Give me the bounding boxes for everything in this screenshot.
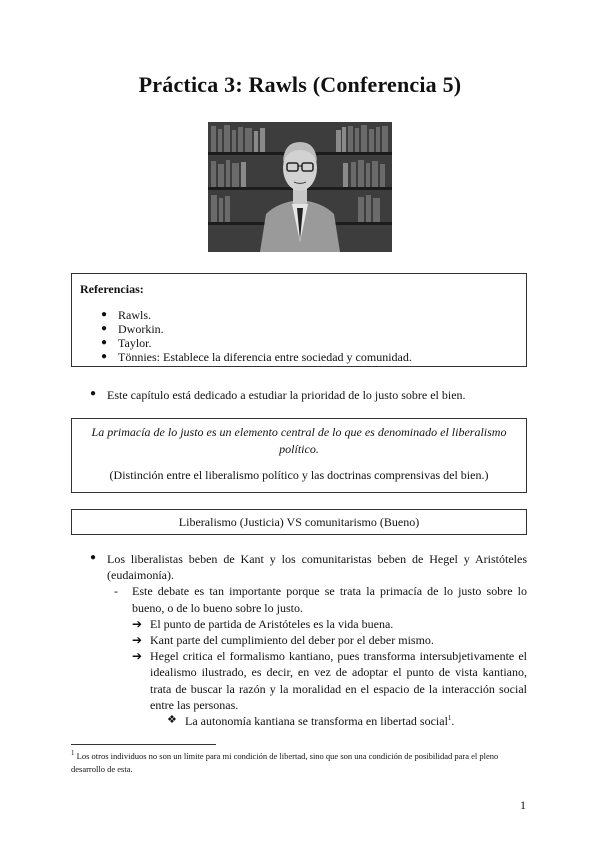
- diamond-list: [150, 713, 527, 729]
- arrow-list: [132, 616, 527, 729]
- references-box: [71, 273, 527, 367]
- arrow-item: [132, 632, 527, 648]
- rawls-photo-illustration: [208, 122, 392, 252]
- footnote-separator: [71, 744, 216, 745]
- main-bullet: [107, 551, 527, 729]
- reference-item: ● Dworkin.: [118, 322, 518, 336]
- diamond-bullet-icon: ❖: [167, 713, 177, 726]
- intro-bullet-list: [107, 387, 547, 403]
- main-bullet-list: [107, 551, 527, 729]
- main-bullet-text: ● Los liberalistas beben de Kant y los comunitaristas beben de Hegel y Aristóteles (eudaimonía).: [107, 552, 527, 583]
- arrow-right-icon: ➔: [132, 616, 143, 631]
- sub-bullet-list: [132, 583, 527, 729]
- arrow-right-icon: ➔: [132, 649, 143, 664]
- arrow-item-text: Hegel critica el formalismo kantiano, pues transforma intersubjetivamente el idealismo ilustrado, es decir, en vez de adoptar el punto de vista kantiano, trata de buscar la razón y la moralidad en el espacio de la interacción social entre las personas.: [150, 649, 527, 712]
- versus-box: Liberalismo (Justicia) VS comunitarismo (Bueno): [71, 509, 527, 535]
- diamond-item: ❖ La autonomía kantiana se transforma en libertad social$^1$.: [167, 713, 455, 728]
- distinction-note: (Distinción entre el liberalismo político y las doctrinas comprensivas del bien.): [109, 468, 489, 482]
- liberalism-quote: La primacía de lo justo es un elemento central de lo que es denominado el liberalismo político.: [91, 425, 507, 456]
- arrow-item-text: El punto de partida de Aristóteles es la vida buena.: [150, 616, 394, 631]
- footnote: [71, 750, 531, 776]
- reference-item: ● Tönnies: Establece la diferencia entre sociedad y comunidad.: [118, 350, 518, 364]
- sub-bullet: [132, 583, 527, 729]
- footnote-marker: 1: [71, 749, 75, 758]
- arrow-item-text: Kant parte del cumplimiento del deber por el deber mismo.: [150, 632, 434, 647]
- rawls-photo: [208, 122, 392, 252]
- sub-bullet-text: - Este debate es tan importante porque se trata la primacía de lo justo sobre lo bueno, o de lo bueno sobre lo justo.: [132, 584, 527, 615]
- reference-item: ● Taylor.: [118, 336, 518, 350]
- reference-item: ● Rawls.: [118, 308, 518, 322]
- references-list: [80, 308, 518, 364]
- page-number: 1: [520, 798, 526, 812]
- diamond-item-text: La autonomía kantiana se transforma en libertad social: [185, 713, 448, 728]
- arrow-right-icon: ➔: [132, 632, 143, 647]
- quote-box: [71, 418, 527, 493]
- footnote-text: Los otros individuos no son un límite para mi condición de libertad, sino que son una condición de posibilidad para el pleno desarrollo de esta.: [71, 751, 499, 774]
- intro-bullet: ● Este capítulo está dedicado a estudiar la prioridad de lo justo sobre el bien.: [107, 387, 547, 403]
- arrow-item: [132, 648, 527, 729]
- footnote-reference[interactable]: 1: [447, 713, 452, 722]
- arrow-item: [132, 616, 527, 632]
- references-heading: Referencias:: [80, 282, 144, 296]
- page-title: Práctica 3: Rawls (Conferencia 5): [138, 72, 462, 97]
